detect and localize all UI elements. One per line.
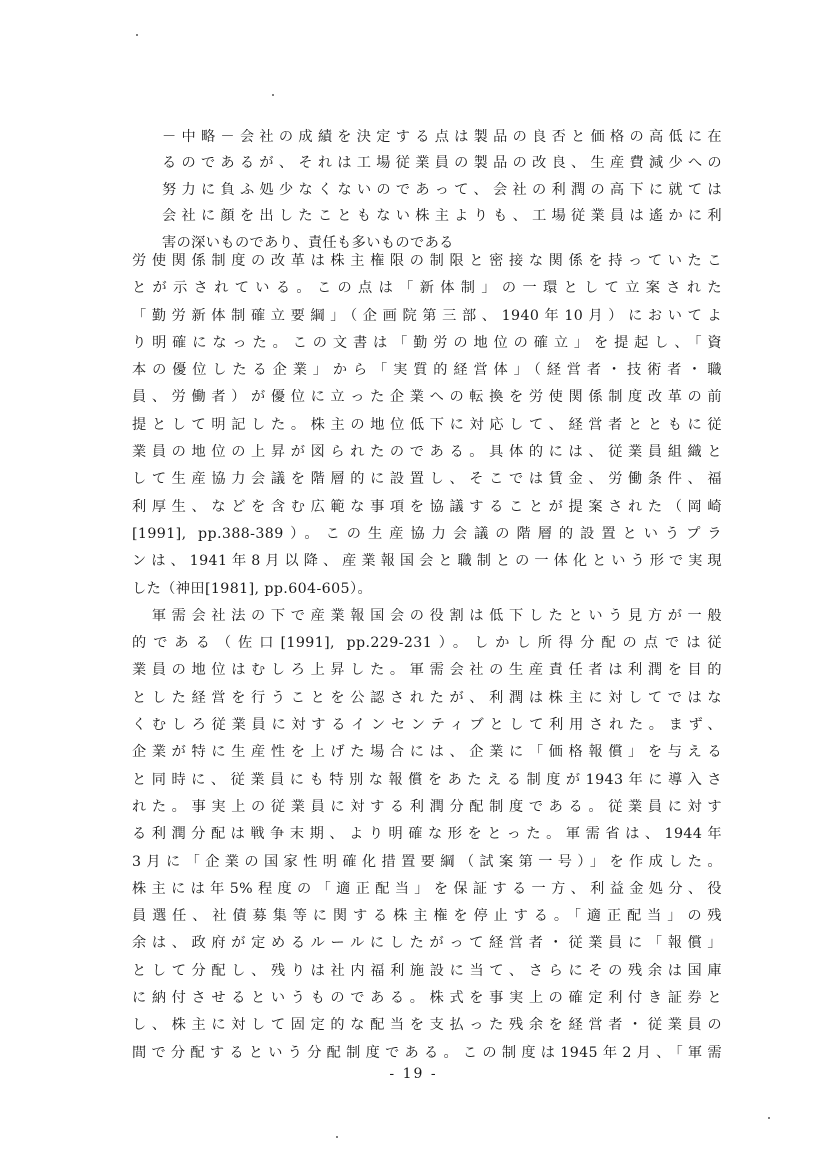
body-line: 株主には年5%程度の「適正配当」を保証する一方、利益金処分、役: [132, 880, 722, 897]
body-line: 労使関係制度の改革は株主権限の制限と密接な関係を持っていたこ: [132, 253, 722, 269]
scan-speck: [336, 1136, 338, 1138]
body-line: [1991], pp.388-389）。この生産協力会議の階層的設置というプラ: [132, 525, 722, 542]
body-line: に納付させるというものである。株式を事実上の確定利付き証券と: [132, 990, 722, 1007]
quote-line: 会社に顔を出したこともない株主よりも、工場従業員は遙かに利: [162, 208, 722, 225]
body-text: [132, 248, 722, 1067]
body-line: 3月に「企業の国家性明確化措置要綱（試案第一号）」を作成した。: [132, 853, 722, 870]
page-number: - 19 -: [389, 1066, 438, 1082]
body-line: と同時に、従業員にも特別な報償をあたえる制度が1943年に導入さ: [132, 771, 722, 788]
body-line: 提として明記した。株主の地位低下に対応して、経営者とともに従: [132, 416, 722, 433]
body-line: して生産協力会議を階層的に設置し、そこでは賃金、労働条件、福: [132, 471, 722, 488]
body-line: とが示されている。この点は「新体制」の一環として立案された: [132, 280, 722, 297]
scan-speck: [768, 1117, 770, 1119]
body-line: る利潤分配は戦争末期、より明確な形をとった。軍需省は、1944年: [132, 826, 722, 843]
body-line: ンは、1941年8月以降、産業報国会と職制との一体化という形で実現: [132, 553, 722, 570]
body-line: 員選任、社債募集等に関する株主権を停止する。「適正配当」の残: [132, 908, 722, 925]
quote-line: るのであるが、それは工場従業員の製品の改良、生産費減少への: [162, 155, 722, 172]
body-line: 業員の地位の上昇が図られたのである。具体的には、従業員組織と: [132, 444, 722, 461]
body-line: として分配し、残りは社内福利施設に当て、さらにその残余は国庫: [132, 962, 722, 979]
body-line: 間で分配するという分配制度である。この制度は1945年2月、「軍需: [132, 1044, 722, 1061]
body-line: り明確になった。この文書は「勤労の地位の確立」を提起し、「資: [132, 334, 722, 351]
body-line: れた。事実上の従業員に対する利潤分配制度である。従業員に対す: [132, 798, 722, 815]
body-line: 余は、政府が定めるルールにしたがって経営者・従業員に「報償」: [132, 935, 722, 952]
quote-line: －中略－会社の成績を決定する点は製品の良否と価格の高低に在: [162, 129, 722, 145]
scan-speck: [136, 34, 138, 36]
body-line: 利厚生、などを含む広範な事項を協議することが提案された（岡崎: [132, 498, 722, 515]
block-quote: [162, 124, 722, 256]
body-line: した（神田[1981], pp.604-605）。: [132, 580, 373, 597]
body-line: 企業が特に生産性を上げた場合には、企業に「価格報償」を与える: [132, 744, 722, 761]
body-line: 的である（佐口[1991], pp.229-231）。しかし所得分配の点では従: [132, 635, 722, 652]
scan-speck: [272, 94, 274, 96]
body-line: し、株主に対して固定的な配当を支払った残余を経営者・従業員の: [132, 1017, 722, 1034]
body-line: 員、労働者）が優位に立った企業への転換を労使関係制度改革の前: [132, 389, 722, 406]
quote-line: 害の深いものであり、責任も多いものである: [162, 234, 454, 251]
body-line: くむしろ従業員に対するインセンティブとして利用された。まず、: [132, 717, 722, 734]
body-line: 軍需会社法の下で産業報国会の役割は低下したという見方が一般: [132, 607, 722, 624]
body-line: 業員の地位はむしろ上昇した。軍需会社の生産責任者は利潤を目的: [132, 662, 722, 679]
body-line: 「勤労新体制確立要綱」（企画院第三部、1940年10月）においてよ: [132, 307, 722, 324]
body-line: とした経営を行うことを公認されたが、利潤は株主に対してではな: [132, 689, 722, 706]
quote-line: 努力に負ふ処少なくないのであって、会社の利潤の高下に就ては: [162, 181, 722, 198]
body-line: 本の優位したる企業」から「実質的経営体」（経営者・技術者・職: [132, 362, 722, 379]
